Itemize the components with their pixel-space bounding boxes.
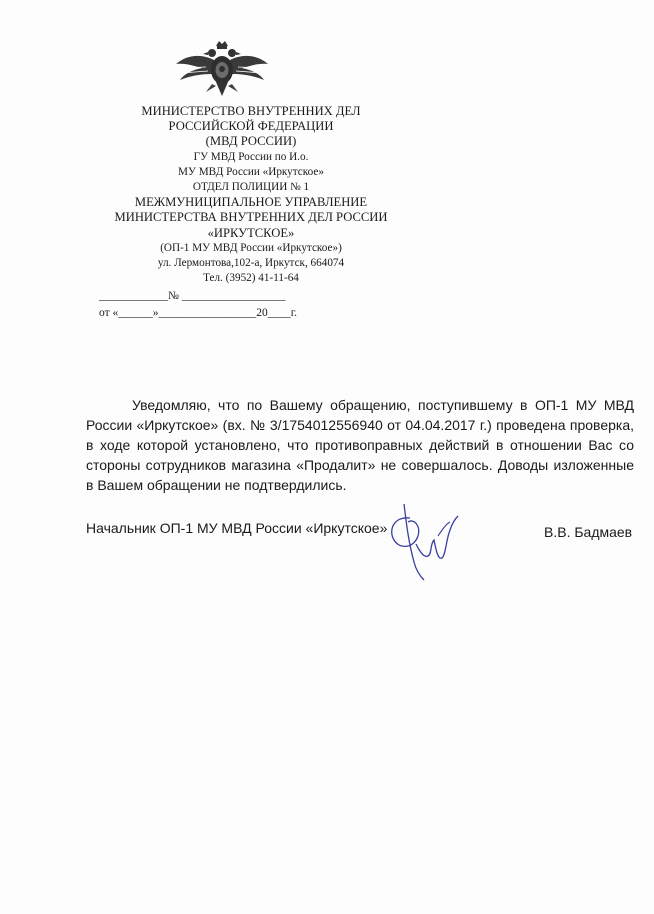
letterhead-line: МИНИСТЕРСТВО ВНУТРЕННИХ ДЕЛ — [141, 104, 361, 118]
letter-body — [86, 395, 634, 495]
double-headed-eagle-emblem-icon — [172, 40, 272, 98]
letterhead-line: МЕЖМУНИЦИПАЛЬНОЕ УПРАВЛЕНИЕ — [134, 195, 368, 210]
letterhead-line: ОТДЕЛ ПОЛИЦИИ № 1 — [192, 181, 310, 194]
signatory-name: В.В. Бадмаев — [544, 524, 633, 540]
letterhead-address: ул. Лермонтова,102-а, Иркутск, 664074 — [157, 257, 345, 270]
letterhead — [86, 104, 416, 286]
letterhead-phone: Тел. (3952) 41-11-64 — [203, 272, 299, 285]
letterhead-line: (МВД РОССИИ) — [205, 134, 297, 149]
handwritten-signature — [380, 500, 470, 582]
registration-date-line: от «______»_________________20____г. — [99, 307, 298, 319]
letterhead-line: ГУ МВД России по И.о. — [193, 150, 309, 163]
letterhead-line: РОССИЙСКОЙ ФЕДЕРАЦИИ — [168, 119, 334, 134]
signatory-position: Начальник ОП-1 МУ МВД России «Иркутское» — [86, 520, 388, 536]
registration-number-line: ____________№ __________________ — [99, 290, 286, 302]
letterhead-line: МИНИСТЕРСТВА ВНУТРЕННИХ ДЕЛ РОССИИ — [114, 210, 388, 225]
letterhead-line: «ИРКУТСКОЕ» — [207, 225, 295, 240]
letterhead-line: (ОП-1 МУ МВД России «Иркутское») — [160, 241, 342, 254]
body-paragraph: Уведомляю, что по Вашему обращению, поступившему в ОП-1 МУ МВД России «Иркутское» (вх. № 3/1754012556940 от 04.04.2017 г.) проведена проверка, в ходе которой установлено, что противоправных действий в отношении Вас со стороны сотрудников магазина «Продалит» не совершалось. Доводы изложенные в Вашем обращении не подтвердились. — [86, 397, 634, 493]
letterhead-line: МУ МВД России «Иркутское» — [178, 165, 324, 178]
